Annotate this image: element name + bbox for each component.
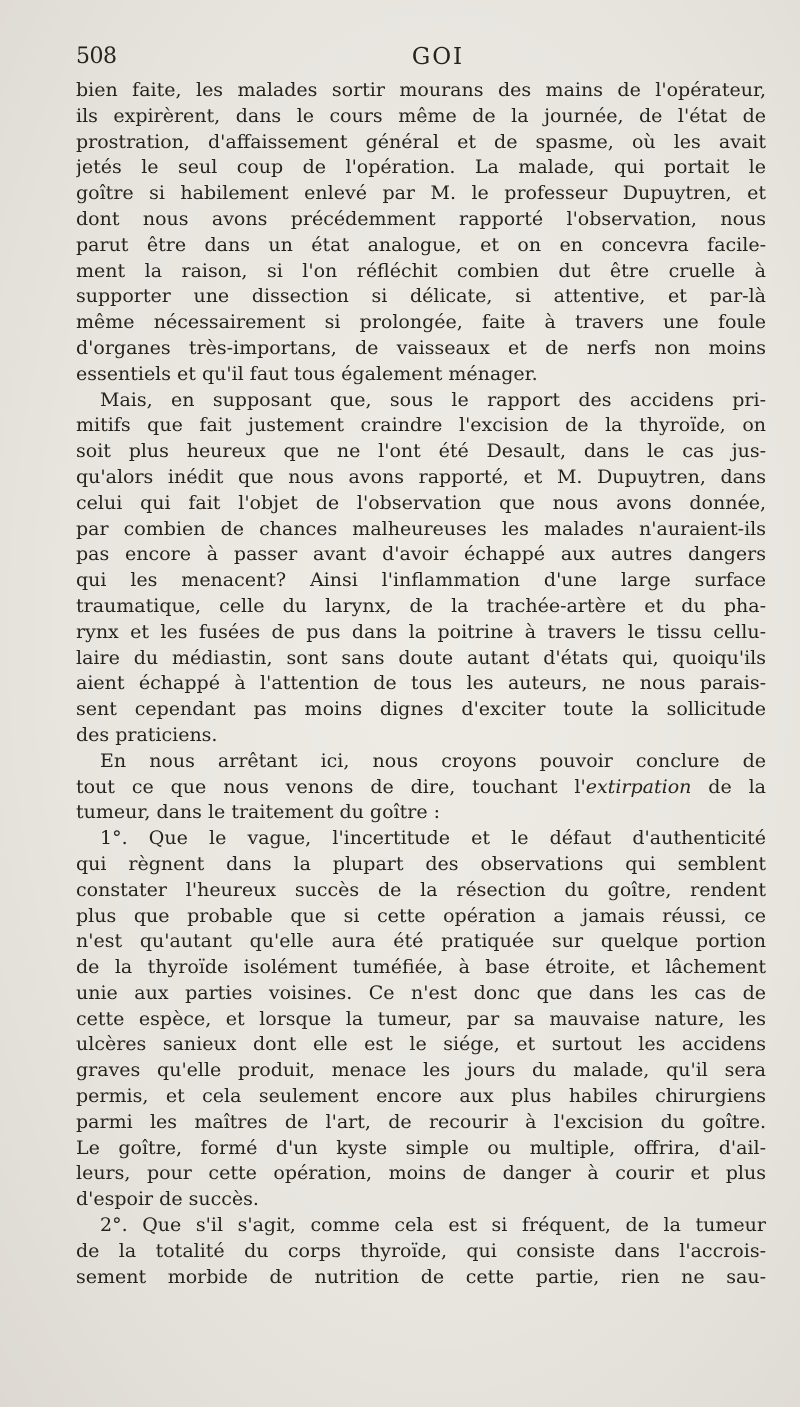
text-line: aient échappé à l'attention de tous les auteurs, ne nous parais- bbox=[76, 672, 766, 695]
text-line: jetés le seul coup de l'opération. La malade, qui portait le bbox=[76, 156, 766, 179]
text-fragment: tout ce que nous venons de dire, touchant l' bbox=[76, 775, 586, 798]
text-line: mitifs que fait justement craindre l'excision de la thyroïde, on bbox=[76, 414, 766, 437]
text-line: 1°. Que le vague, l'incertitude et le défaut d'authenticité bbox=[100, 827, 766, 850]
text-line: cette espèce, et lorsque la tumeur, par sa mauvaise nature, les bbox=[76, 1007, 766, 1030]
text-line: qu'alors inédit que nous avons rapporté, et M. Dupuytren, dans bbox=[76, 465, 766, 488]
text-line-with-italic bbox=[76, 775, 766, 801]
text-line: traumatique, celle du larynx, de la trachée-artère et du pha- bbox=[76, 594, 766, 617]
text-line: supporter une dissection si délicate, si attentive, et par-là bbox=[76, 285, 766, 308]
body-text bbox=[76, 78, 766, 1290]
text-line: goître si habilement enlevé par M. le professeur Dupuytren, et bbox=[76, 182, 766, 205]
text-line: des praticiens. bbox=[76, 723, 218, 746]
text-fragment: de la bbox=[691, 775, 766, 798]
text-line: laire du médiastin, sont sans doute autant d'états qui, quoiqu'ils bbox=[76, 646, 766, 669]
text-line: permis, et cela seulement encore aux plus habiles chirurgiens bbox=[76, 1085, 766, 1108]
text-line: d'organes très-importans, de vaisseaux et de nerfs non moins bbox=[76, 336, 766, 359]
text-line: de la totalité du corps thyroïde, qui consiste dans l'accrois- bbox=[76, 1239, 766, 1262]
text-line: Le goître, formé d'un kyste simple ou multiple, offrira, d'ail- bbox=[76, 1136, 766, 1159]
text-line: parut être dans un état analogue, et on en concevra facile- bbox=[76, 233, 766, 256]
text-line: En nous arrêtant ici, nous croyons pouvoir conclure de bbox=[100, 749, 766, 772]
page-header bbox=[76, 44, 764, 80]
italic-term: extirpation bbox=[585, 775, 692, 798]
text-line: même nécessairement si prolongée, faite à travers une foule bbox=[76, 311, 766, 334]
text-line: soit plus heureux que ne l'ont été Desault, dans le cas jus- bbox=[76, 440, 766, 463]
text-line: ulcères sanieux dont elle est le siége, et surtout les accidens bbox=[76, 1033, 766, 1056]
text-line: n'est qu'autant qu'elle aura été pratiquée sur quelque portion bbox=[76, 930, 766, 953]
text-line: ils expirèrent, dans le cours même de la journée, de l'état de bbox=[76, 104, 766, 127]
text-line: par combien de chances malheureuses les malades n'auraient-ils bbox=[76, 517, 766, 540]
text-line: sement morbide de nutrition de cette partie, rien ne sau- bbox=[76, 1265, 766, 1288]
text-line: parmi les maîtres de l'art, de recourir à l'excision du goître. bbox=[76, 1110, 766, 1133]
text-line: d'espoir de succès. bbox=[76, 1188, 259, 1211]
text-line: qui règnent dans la plupart des observations qui semblent bbox=[76, 852, 766, 875]
page-number: 508 bbox=[76, 44, 117, 69]
text-line: tumeur, dans le traitement du goître : bbox=[76, 801, 441, 824]
text-line: de la thyroïde isolément tuméfiée, à base étroite, et lâchement bbox=[76, 956, 766, 979]
text-line: graves qu'elle produit, menace les jours du malade, qu'il sera bbox=[76, 1059, 766, 1082]
text-line: unie aux parties voisines. Ce n'est donc que dans les cas de bbox=[76, 981, 766, 1004]
text-line: 2°. Que s'il s'agit, comme cela est si fréquent, de la tumeur bbox=[100, 1214, 766, 1237]
text-line: celui qui fait l'objet de l'observation que nous avons donnée, bbox=[76, 491, 766, 514]
text-line: rynx et les fusées de pus dans la poitrine à travers le tissu cellu- bbox=[76, 620, 766, 643]
text-line: qui les menacent? Ainsi l'inflammation d'une large surface bbox=[76, 569, 766, 592]
text-line: pas encore à passer avant d'avoir échappé aux autres dangers bbox=[76, 543, 766, 566]
text-line: constater l'heureux succès de la résection du goître, rendent bbox=[76, 878, 766, 901]
text-line: prostration, d'affaissement général et de spasme, où les avait bbox=[76, 130, 766, 153]
text-line: essentiels et qu'il faut tous également ménager. bbox=[76, 362, 538, 385]
text-line: sent cependant pas moins dignes d'exciter toute la sollicitude bbox=[76, 698, 766, 721]
text-line: Mais, en supposant que, sous le rapport des accidens pri- bbox=[100, 388, 766, 411]
text-line: leurs, pour cette opération, moins de danger à courir et plus bbox=[76, 1162, 766, 1185]
running-head: GOI bbox=[411, 44, 465, 70]
text-line: dont nous avons précédemment rapporté l'observation, nous bbox=[76, 207, 766, 230]
text-line: ment la raison, si l'on réfléchit combien dut être cruelle à bbox=[76, 259, 766, 282]
text-line: plus que probable que si cette opération a jamais réussi, ce bbox=[76, 904, 766, 927]
text-line: bien faite, les malades sortir mourans des mains de l'opérateur, bbox=[76, 79, 766, 101]
